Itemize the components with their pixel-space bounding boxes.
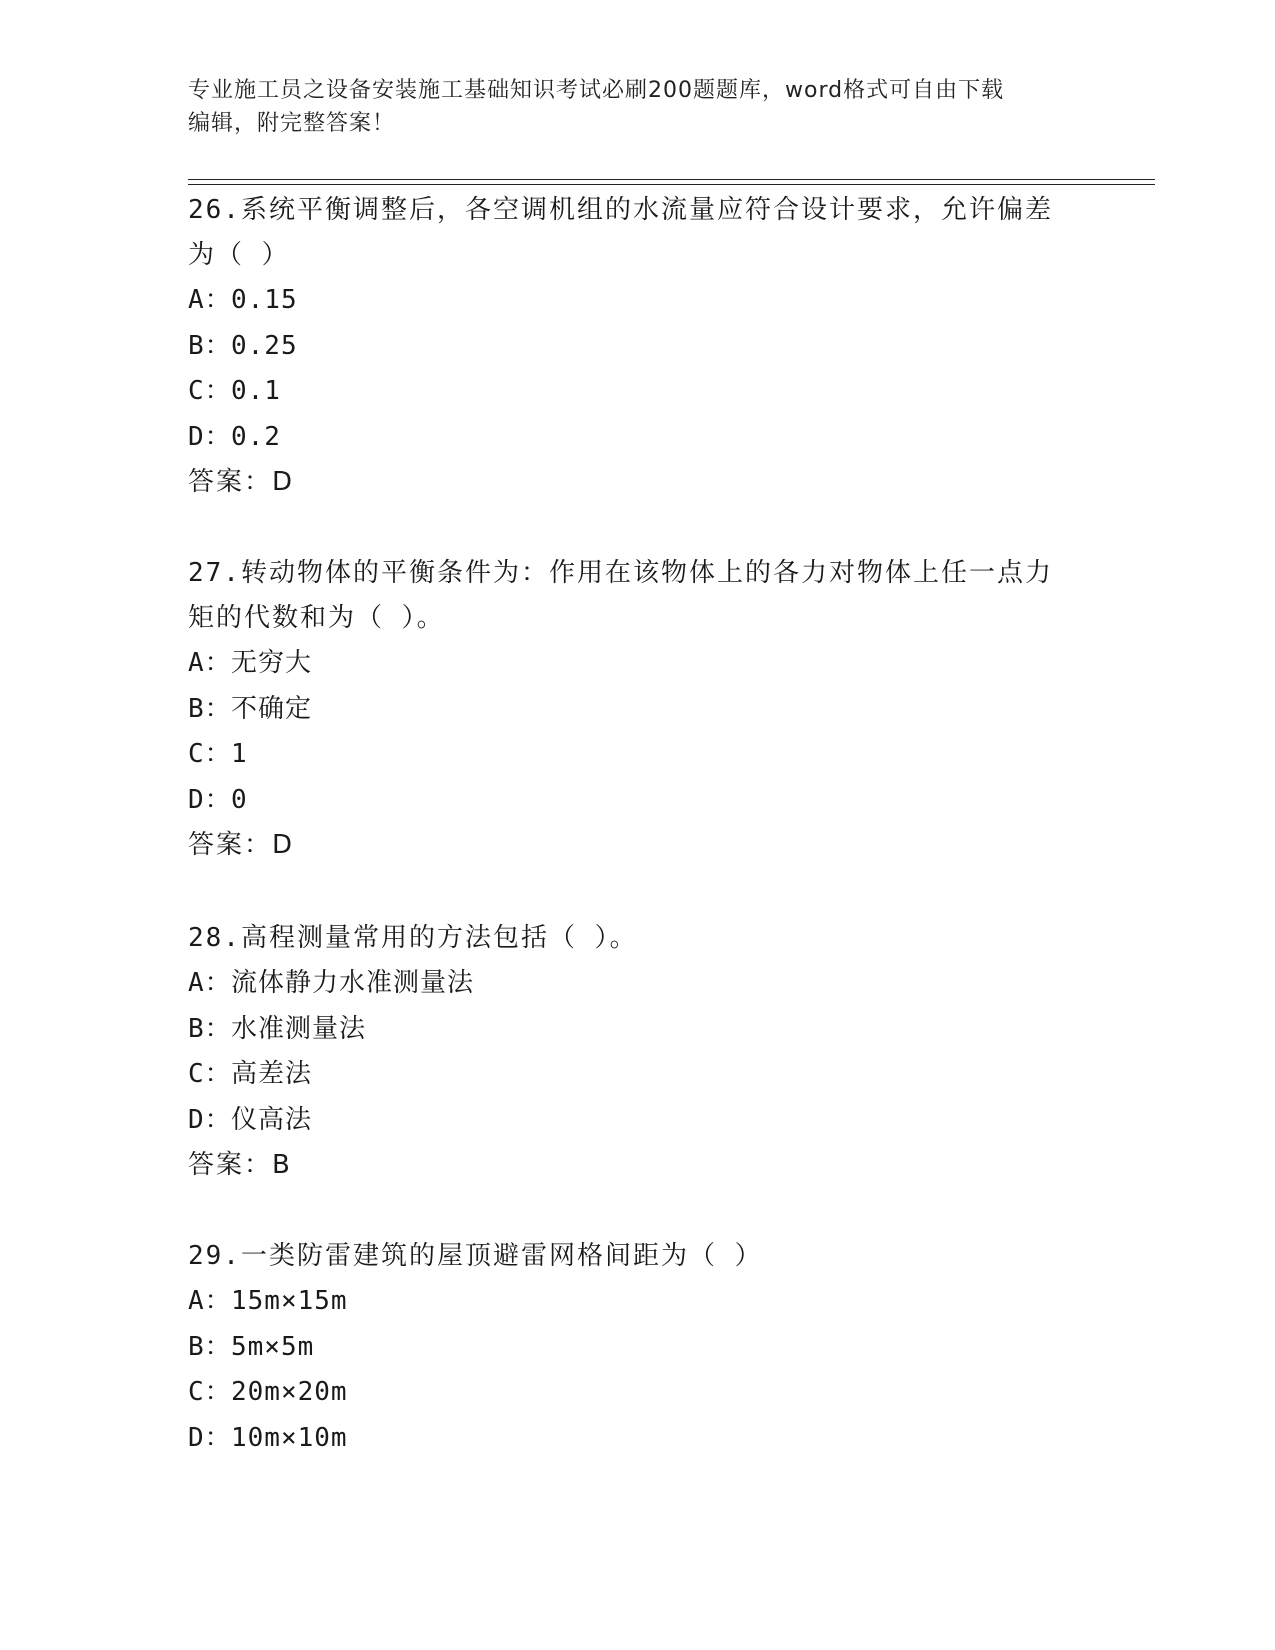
option-text: 高差法 bbox=[231, 1059, 313, 1089]
answer: 答案：B bbox=[188, 1150, 292, 1180]
option-letter: D： bbox=[188, 421, 232, 452]
option-text: 0.2 bbox=[231, 421, 281, 452]
header-divider-bottom bbox=[188, 184, 1155, 185]
option-text: 仪高法 bbox=[231, 1104, 313, 1135]
option-text: 15m×15m bbox=[231, 1286, 348, 1316]
option-text: 不确定 bbox=[231, 693, 313, 724]
option-letter: B： bbox=[188, 693, 232, 724]
question-stem-line-1: 27.转动物体的平衡条件为：作用在该物体上的各力对物体上任一点力 bbox=[188, 558, 1053, 588]
option-b bbox=[188, 324, 1088, 370]
question-27 bbox=[188, 551, 1088, 868]
question-26 bbox=[188, 188, 1088, 505]
answer: 答案：D bbox=[188, 467, 295, 497]
option-text: 1 bbox=[231, 739, 248, 769]
option-c bbox=[188, 369, 1088, 415]
option-letter: C： bbox=[188, 1059, 232, 1089]
question-stem bbox=[188, 1234, 1088, 1279]
option-letter: A： bbox=[188, 648, 232, 678]
option-d bbox=[188, 1416, 1088, 1462]
option-text: 5m×5m bbox=[231, 1331, 315, 1362]
option-letter: A： bbox=[188, 968, 232, 998]
question-stem-line-2: 为（ ） bbox=[188, 240, 290, 270]
option-text: 流体静力水准测量法 bbox=[231, 968, 475, 998]
option-d bbox=[188, 415, 1088, 461]
option-b bbox=[188, 1007, 1088, 1053]
option-a bbox=[188, 278, 1088, 324]
header-divider-top bbox=[188, 179, 1155, 180]
option-letter: D： bbox=[188, 1422, 232, 1453]
option-text: 0.25 bbox=[231, 330, 298, 361]
answer: 答案：D bbox=[188, 830, 295, 860]
question-29 bbox=[188, 1234, 1088, 1461]
question-stem bbox=[188, 551, 1088, 641]
option-letter: D： bbox=[188, 784, 232, 815]
question-stem-line-1: 26.系统平衡调整后，各空调机组的水流量应符合设计要求，允许偏差 bbox=[188, 195, 1053, 225]
option-text: 10m×10m bbox=[231, 1422, 348, 1453]
question-28 bbox=[188, 916, 1088, 1188]
option-c bbox=[188, 1370, 1088, 1416]
option-b bbox=[188, 1325, 1088, 1371]
question-stem bbox=[188, 916, 1088, 961]
option-b bbox=[188, 687, 1088, 733]
header-line-2: 编辑，附完整答案！ bbox=[188, 111, 396, 136]
option-letter: A： bbox=[188, 1286, 232, 1316]
option-c bbox=[188, 732, 1088, 778]
question-stem bbox=[188, 188, 1088, 278]
option-a bbox=[188, 1279, 1088, 1325]
question-stem-line-2: 矩的代数和为（ ）。 bbox=[188, 603, 445, 633]
option-letter: B： bbox=[188, 1013, 232, 1044]
option-d bbox=[188, 1098, 1088, 1144]
option-c bbox=[188, 1052, 1088, 1098]
option-text: 水准测量法 bbox=[231, 1013, 367, 1044]
option-text: 0.15 bbox=[231, 285, 298, 315]
option-text: 0.1 bbox=[231, 376, 281, 406]
question-stem-line-1: 29.一类防雷建筑的屋顶避雷网格间距为（ ） bbox=[188, 1241, 763, 1271]
option-letter: B： bbox=[188, 330, 232, 361]
question-stem-line-1: 28.高程测量常用的方法包括（ ）。 bbox=[188, 923, 638, 953]
option-letter: C： bbox=[188, 739, 232, 769]
option-letter: D： bbox=[188, 1104, 232, 1135]
option-letter: C： bbox=[188, 1377, 232, 1407]
option-text: 20m×20m bbox=[231, 1377, 348, 1407]
header-line-1: 专业施工员之设备安装施工基础知识考试必刷200题题库，word格式可自由下载 bbox=[188, 78, 1005, 103]
option-d bbox=[188, 778, 1088, 824]
option-letter: C： bbox=[188, 376, 232, 406]
option-letter: B： bbox=[188, 1331, 232, 1362]
option-letter: A： bbox=[188, 285, 232, 315]
document-header bbox=[188, 74, 1088, 140]
option-a bbox=[188, 961, 1088, 1007]
option-text: 0 bbox=[231, 784, 248, 815]
option-a bbox=[188, 641, 1088, 687]
option-text: 无穷大 bbox=[231, 648, 313, 678]
